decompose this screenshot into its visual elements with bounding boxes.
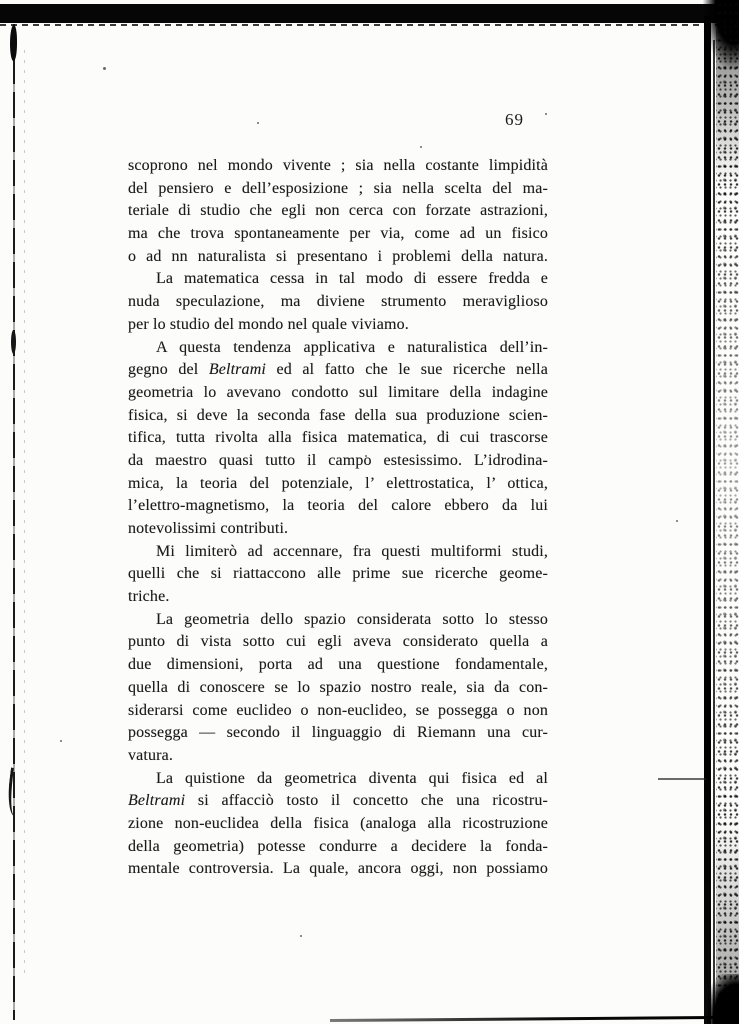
text-line: gegno del Beltrami ed al fatto che le sue ricerche nella	[128, 361, 548, 379]
text-line: per lo studio del mondo nel quale viviamo.	[128, 315, 409, 333]
scan-left-dotted-line	[24, 50, 25, 980]
scan-left-blob	[10, 25, 17, 61]
text-line: mentale controversia. La quale, ancora oggi, non possiamo	[128, 860, 548, 878]
page-number: 69	[505, 110, 524, 129]
scan-speck	[545, 113, 547, 115]
text-line: tifica, tutta rivolta alla fisica matematica, di cui trascorse	[128, 429, 548, 447]
scan-bottom-line	[330, 1016, 730, 1022]
scan-speck	[60, 740, 62, 742]
text-line: mica, la teoria del potenziale, l’ elettrostatica, l’ ottica,	[128, 474, 548, 492]
scan-left-edge-line	[13, 24, 15, 1020]
text-line: nuda speculazione, ma diviene strumento meraviglioso	[128, 293, 548, 311]
text-line: due dimensioni, porta ad una questione fondamentale,	[128, 656, 548, 674]
text-line: geometria lo avevano condotto sul limitare della indagine	[128, 383, 548, 401]
scan-speck	[300, 935, 302, 937]
text-line: vatura.	[128, 746, 174, 764]
scan-left-hook	[5, 767, 23, 816]
text-line: l’elettro-magnetismo, la teoria del calore ebbero da lui	[128, 497, 548, 515]
text-line: possegga — secondo il linguaggio di Riemann una cur-	[128, 724, 548, 742]
text-line: La quistione da geometrica diventa qui fisica ed al	[156, 769, 548, 787]
text-line: fisica, si deve la seconda fase della sua produzione scien-	[128, 406, 548, 424]
scan-speck	[103, 67, 106, 70]
text-line: Beltrami si affacciò tosto il concetto che una ricostru-	[128, 792, 548, 810]
text-line: notevolissimi contributi.	[128, 520, 289, 537]
text-line: punto di vista sotto cui egli aveva considerato quella a	[128, 633, 548, 651]
text-line: del pensiero e dell’esposizione ; sia nella scelta del ma-	[128, 179, 548, 197]
text-line: Mi limiterò ad accennare, fra questi multiformi studi,	[156, 542, 548, 560]
text-line: quelli che si riattaccono alle prime sue ricerche geome-	[128, 565, 548, 583]
text-line: siderarsi come euclideo o non-euclideo, se possegga o non	[128, 701, 548, 719]
book-spine-line	[704, 16, 711, 1024]
text-block	[128, 155, 548, 881]
scan-speck	[676, 520, 678, 522]
text-line: A questa tendenza applicativa e naturalistica dell’in-	[156, 338, 548, 356]
text-line: teriale di studio che egli non cerca con forzate astrazioni,	[128, 202, 548, 220]
text-line: della geometria) potesse condurre a decidere la fonda-	[128, 837, 548, 855]
book-spine-line-secondary	[713, 40, 715, 1024]
book-edge-noise	[716, 0, 739, 1024]
text-line: La matematica cessa in tal modo di essere fredda e	[156, 270, 548, 288]
text-line: o ad nn naturalista si presentano i problemi della natura.	[128, 247, 548, 265]
scan-speck	[257, 122, 259, 124]
text-line: quella di conoscere se lo spazio nostro reale, sia da con-	[128, 678, 548, 696]
scan-horizontal-mark	[658, 778, 706, 780]
scan-speck	[420, 146, 422, 148]
text-line: zione non-euclidea della fisica (analoga alla ricostruzione	[128, 814, 548, 832]
scan-corner-blob-bottom-right	[707, 974, 739, 1024]
text-line: triche.	[128, 588, 170, 606]
scan-top-band	[0, 4, 739, 23]
text-line: da maestro quasi tutto il campo estesissimo. L’idrodina-	[128, 451, 548, 469]
text-line: La geometria dello spazio considerata sotto lo stesso	[156, 610, 548, 628]
scan-left-blob	[11, 330, 16, 354]
text-line: ma che trova spontaneamente per via, come ad un fisico	[128, 225, 548, 243]
text-line: scoprono nel mondo vivente ; sia nella costante limpidità	[128, 157, 548, 174]
